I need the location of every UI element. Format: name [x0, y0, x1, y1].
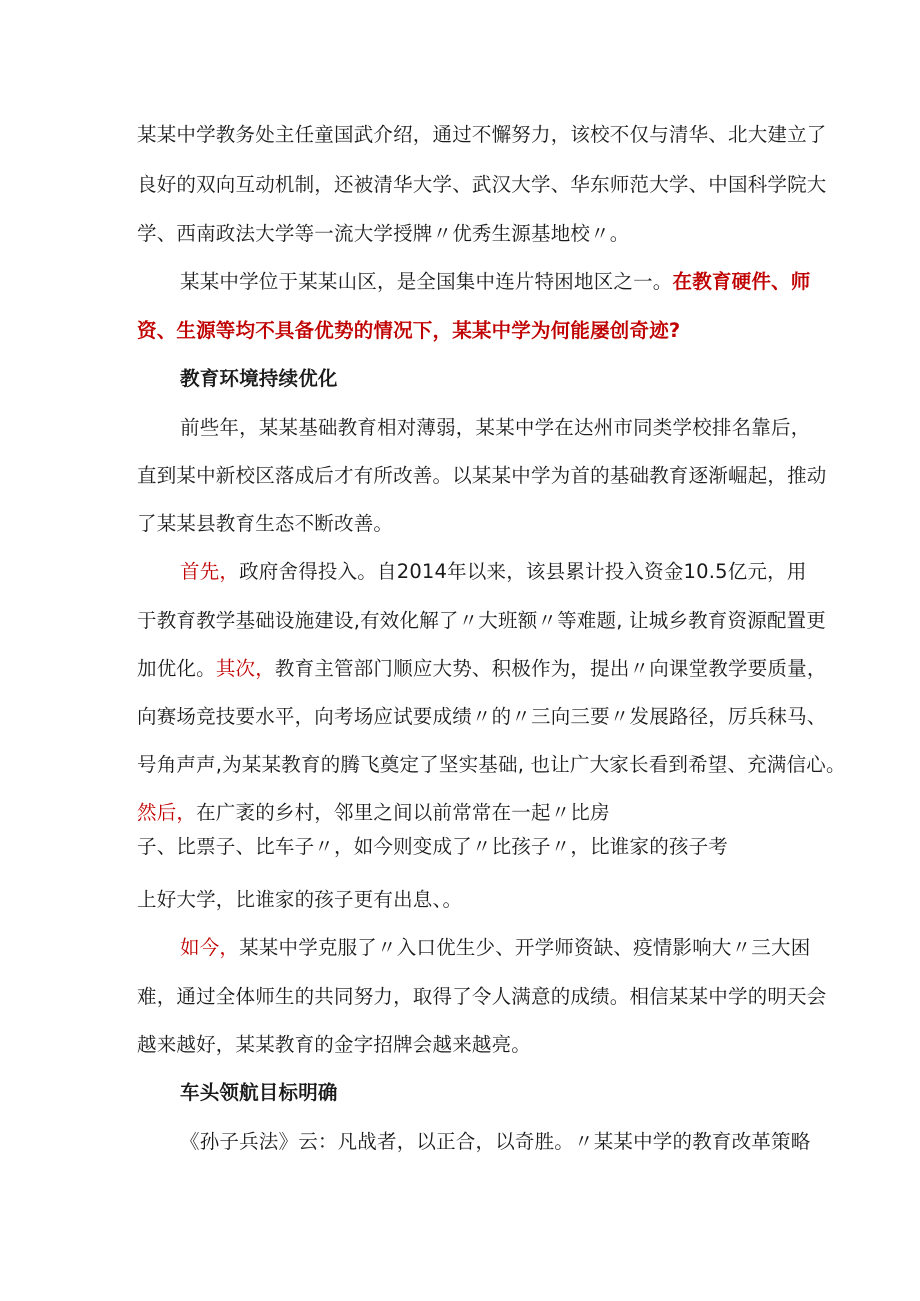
paragraph-4-line-6: [137, 800, 610, 826]
paragraph-4-line-8: 上好大学，比谁家的孩子更有出息、。: [137, 888, 463, 911]
paragraph-5-line-3: 越来越好，某某教育的金字招牌会越来越亮。: [137, 1033, 532, 1056]
paragraph-5-text: 某某中学克服了〃入口优生少、开学师资缺、疫情影响大〃三大困: [239, 936, 811, 959]
paragraph-4-line-4: 向赛场竞技要水平，向考场应试要成绩〃的〃三向三要〃发展路径，厉兵秣马、: [137, 705, 827, 728]
paragraph-4-line-3: [137, 656, 827, 682]
section-heading-education-environment: 教育环境持续优化: [180, 367, 338, 390]
second-marker: 其次，: [215, 657, 275, 680]
paragraph-4-text: 政府舍得投入。自2014年以来，该县累计投入资金10.5亿元，用: [239, 560, 807, 583]
paragraph-2-text: 某某中学位于某某山区，是全国集中连片特困地区之一。: [180, 270, 673, 293]
paragraph-4-text: 加优化。: [137, 657, 216, 680]
then-marker: 然后，: [137, 801, 197, 824]
first-marker: 首先，: [180, 560, 240, 583]
paragraph-1-line-2: 良好的双向互动机制，还被清华大学、武汉大学、华东师范大学、中国科学院大: [137, 173, 827, 196]
paragraph-2-emphasis: 在教育硬件、师: [672, 270, 811, 293]
paragraph-2-line-2: 资、生源等均不具备优势的情况下，某某中学为何能屡创奇迹?: [137, 319, 681, 342]
paragraph-6-line-1: 《孙子兵法》云：凡战者，以正合，以奇胜。〃某某中学的教育改革策略: [180, 1130, 811, 1153]
paragraph-1-line-1: 某某中学教务处主任童国武介绍，通过不懈努力，该校不仅与清华、北大建立了: [137, 123, 827, 146]
paragraph-4-line-1: [180, 559, 807, 585]
paragraph-3-line-1: 前些年，某某基础教育相对薄弱，某某中学在达州市同类学校排名靠后，: [180, 416, 811, 439]
section-heading-leadership: 车头领航目标明确: [180, 1081, 338, 1104]
paragraph-4-text: 教育主管部门顺应大势、积极作为，提出〃向课堂教学要质量，: [274, 657, 827, 680]
paragraph-1-line-3: 学、西南政法大学等一流大学授牌〃优秀生源基地校〃。: [137, 222, 630, 245]
paragraph-3-line-2: 直到某中新校区落成后才有所改善。以某某中学为首的基础教育逐渐崛起，推动: [137, 464, 827, 487]
paragraph-2-line-1: [180, 269, 810, 295]
paragraph-4-line-5: 号角声声,为某某教育的腾飞奠定了坚实基础, 也让广大家长看到希望、充满信心。: [137, 753, 846, 776]
paragraph-4-text: 在广袤的乡村，邻里之间以前常常在一起〃比房: [196, 801, 610, 824]
paragraph-4-line-2: 于教育教学基础设施建设,有效化解了〃大班额〃等难题, 让城乡教育资源配置更: [137, 609, 826, 632]
paragraph-5-line-1: [180, 935, 810, 961]
paragraph-5-line-2: 难，通过全体师生的共同努力，取得了令人满意的成绩。相信某某中学的明天会: [137, 985, 827, 1008]
paragraph-3-line-3: 了某某县教育生态不断改善。: [137, 512, 394, 535]
paragraph-4-line-7: 子、比票子、比车子〃，如今则变成了〃比孩子〃，比谁家的孩子考: [137, 835, 729, 858]
now-marker: 如今，: [180, 936, 240, 959]
